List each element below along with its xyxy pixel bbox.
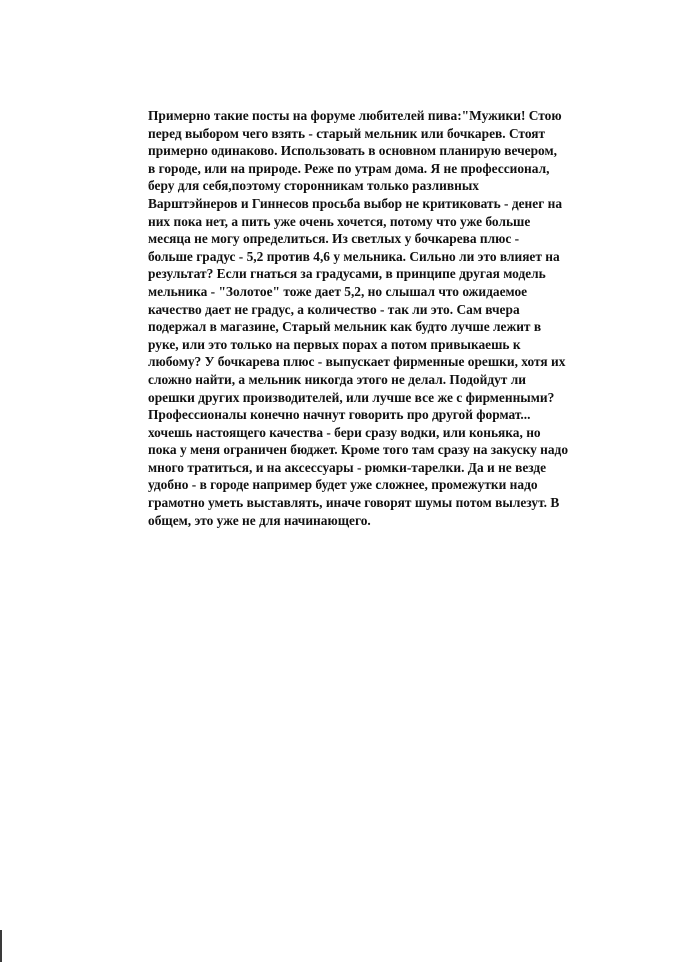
text-line: больше градус - 5,2 против 4,6 у мельника. Сильно ли это влияет на xyxy=(148,248,560,264)
text-line: результат? Если гнаться за градусами, в принципе другая модель xyxy=(148,266,546,282)
text-line: пока у меня ограничен бюджет. Кроме того там сразу на закуску надо xyxy=(148,442,569,458)
text-line: хочешь настоящего качества - бери сразу водки, или коньяка, но xyxy=(148,424,541,440)
text-line: примерно одинаково. Использовать в основном планирую вечером, xyxy=(148,143,557,159)
text-line: любому? У бочкарева плюс - выпускает фирменные орешки, хотя их xyxy=(148,354,566,370)
text-line: мельника - "Золотое" тоже дает 5,2, но слышал что ожидаемое xyxy=(148,283,528,299)
text-line: подержал в магазине, Старый мельник как будто лучше лежит в xyxy=(148,319,542,335)
text-line: Примерно такие посты на форуме любителей пива:"Мужики! Стою xyxy=(148,108,562,123)
text-line: грамотно уметь выставлять, иначе говорят шумы потом вылезут. В xyxy=(148,495,560,511)
scan-edge-mark xyxy=(0,930,2,962)
text-line: общем, это уже не для начинающего. xyxy=(148,512,371,528)
text-line: руке, или это только на первых порах а потом привыкаешь к xyxy=(148,336,521,352)
text-line: качество дает не градус, а количество - так ли это. Сам вчера xyxy=(148,301,520,317)
text-line: перед выбором чего взять - старый мельник или бочкарев. Стоят xyxy=(148,125,546,141)
text-line: много тратиться, и на аксессуары - рюмки-тарелки. Да и не везде xyxy=(148,459,547,475)
text-line: них пока нет, а пить уже очень хочется, потому что уже больше xyxy=(148,213,531,229)
text-line: беру для себя,поэтому сторонникам только разливных xyxy=(148,178,479,194)
text-line: в городе, или на природе. Реже по утрам дома. Я не профессионал, xyxy=(148,160,550,176)
text-line: сложно найти, а мельник никогда этого не делал. Подойдут ли xyxy=(148,371,526,387)
text-line: орешки других производителей, или лучше все же с фирменными? xyxy=(148,389,555,405)
text-line: Профессионалы конечно начнут говорить про другой формат... xyxy=(148,407,531,423)
forum-post-text xyxy=(148,107,580,529)
text-line: Варштэйнеров и Гиннесов просьба выбор не критиковать - денег на xyxy=(148,195,563,211)
text-line: удобно - в городе например будет уже сложнее, промежутки надо xyxy=(148,477,538,493)
text-line: месяца не могу определиться. Из светлых у бочкарева плюс - xyxy=(148,231,520,247)
